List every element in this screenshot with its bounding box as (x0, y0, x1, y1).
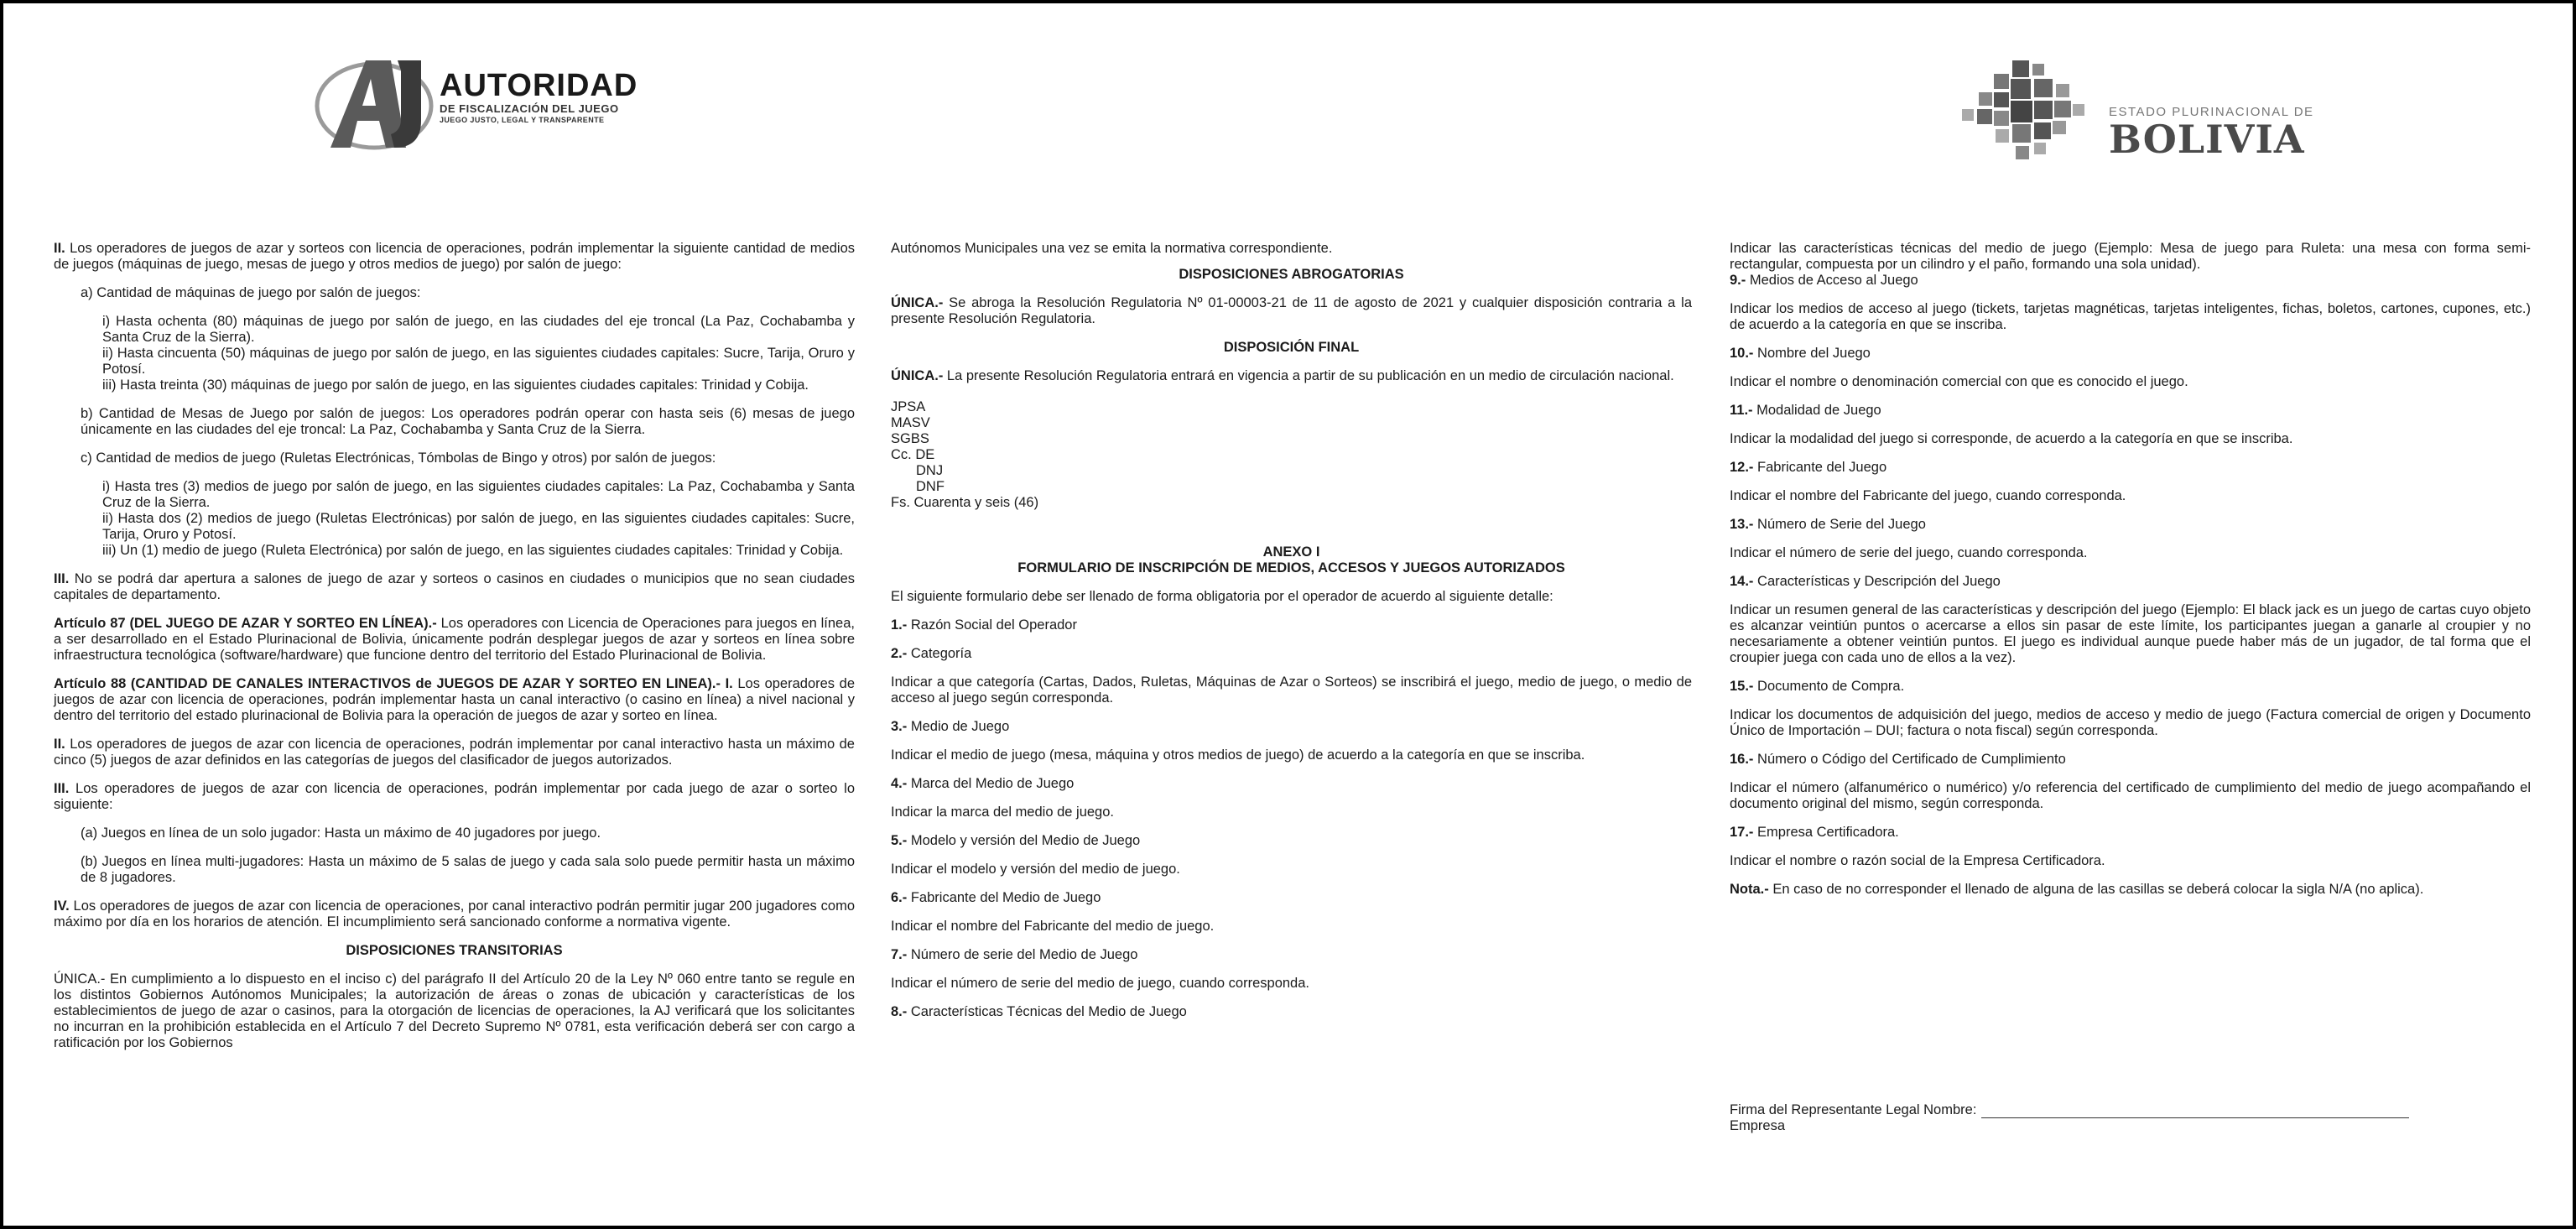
initials-line: DNJ (916, 463, 944, 478)
section-title-abrogatorias: DISPOSICIONES ABROGATORIAS (1179, 267, 1404, 282)
bolivia-logo (1954, 55, 2323, 173)
form-item-number: 6.- (891, 890, 908, 905)
article-88-III (54, 781, 855, 813)
form-item-label: Fabricante del Juego (1753, 460, 1887, 475)
anexo-heading (891, 544, 1692, 576)
form-item-number: 15.- (1730, 679, 1754, 694)
form-item-desc: Indicar los documentos de adquisición del juego, medios de acceso y medio de juego (Factura comercial de origen y Documento Único de Importación – DUI; factura o nota fiscal) según corresponda. (1730, 707, 2531, 738)
article-88-IV (54, 898, 855, 930)
form-item-15 (1730, 679, 2531, 695)
form-item-6 (891, 890, 1692, 906)
item-c-i: i) Hasta tres (3) medios de juego por salón de juego, en las siguientes ciudades capitales: La Paz, Cochabamba y Santa Cruz de la Sierra. (102, 479, 855, 510)
paragraph-text: Los operadores de juegos de azar con licencia de operaciones, por canal interactivo podrán permitir jugar 200 jugadores como máximo por día en los horarios de atención. El incumplimiento será sancionado conforme a normativa vigente. (54, 898, 855, 930)
document-page (3, 3, 2573, 1226)
form-item-label: Número de serie del Medio de Juego (907, 947, 1138, 962)
item-a-ii: ii) Hasta cincuenta (50) máquinas de juego por salón de juego, en las siguientes ciudades capitales: Sucre, Tarija, Oruro y Potosí. (102, 346, 855, 377)
item-a-iii: iii) Hasta treinta (30) máquinas de juego por salón de juego, en las siguientes ciudades capitales: Trinidad y Cobija. (102, 378, 809, 393)
form-item-number: 4.- (891, 776, 908, 791)
form-item-17 (1730, 825, 2531, 841)
form-item-number: 8.- (891, 1004, 908, 1019)
form-item-number: 11.- (1730, 403, 1753, 418)
signature-label: Firma del Representante Legal Nombre: (1730, 1102, 1977, 1117)
form-item-13 (1730, 517, 2531, 533)
nota (1730, 882, 2531, 898)
form-item-label: Modalidad de Juego (1752, 403, 1881, 418)
anexo-subtitle: FORMULARIO DE INSCRIPCIÓN DE MEDIOS, ACCESOS Y JUEGOS AUTORIZADOS (1017, 560, 1565, 575)
item-c-iii: iii) Un (1) medio de juego (Ruleta Electrónica) por salón de juego, en las siguientes ciudades capitales: Trinidad y Cobija. (102, 543, 844, 558)
form-item-desc: Indicar las características técnicas del medio de juego (Ejemplo: Mesa de juego para Ruleta: una mesa con forma semi-rectangular, compuesta por un cilindro y el paño, formando una sola unidad). (1730, 241, 2531, 272)
paragraph-II (54, 241, 855, 273)
form-item-desc: Indicar el número de serie del medio de juego, cuando corresponda. (891, 976, 1309, 991)
article-88-II (54, 737, 855, 768)
paragraph-text: La presente Resolución Regulatoria entrará en vigencia a partir de su publicación en un medio de circulación nacional. (943, 368, 1674, 383)
form-item-label: Razón Social del Operador (907, 617, 1077, 633)
form-item-8 (891, 1004, 1692, 1020)
form-item-number: 5.- (891, 833, 908, 848)
form-item-number: 16.- (1730, 752, 1754, 767)
form-item-label: Categoría (907, 646, 972, 661)
item-c-ii: ii) Hasta dos (2) medios de juego (Ruletas Electrónicas) por salón de juego, en las siguientes ciudades capitales: Sucre, Tarija, Oruro y Potosí. (102, 511, 855, 542)
bolivia-logo-main: BOLIVIA (2109, 117, 2305, 162)
item-b: b) Cantidad de Mesas de Juego por salón de juegos: Los operadores podrán operar con hasta seis (6) mesas de juego únicamente en las ciudades del eje troncal: La Paz, Cochabamba y Santa Cruz de la Sierra. (81, 406, 855, 437)
signature-block (1730, 1102, 2409, 1134)
form-item-label: Fabricante del Medio de Juego (907, 890, 1101, 905)
form-item-number: 14.- (1730, 574, 1754, 589)
form-item-11 (1730, 403, 2531, 419)
paragraph-text: Se abroga la Resolución Regulatoria Nº 01-00003-21 de 11 de agosto de 2021 y cualquier disposición contraria a la presente Resolución Regulatoria. (891, 295, 1692, 326)
item-a: a) Cantidad de máquinas de juego por salón de juegos: (81, 285, 421, 300)
initials-block (891, 399, 1692, 511)
item-a-i: i) Hasta ochenta (80) máquinas de juego por salón de juego, en las ciudades del eje troncal (La Paz, Cochabamba y Santa Cruz de la Sierra). (102, 314, 855, 345)
anexo-title: ANEXO I (1262, 544, 1320, 560)
form-item-number: 3.- (891, 719, 908, 734)
form-item-desc: Indicar el número de serie del juego, cuando corresponda. (1730, 545, 2088, 560)
form-item-desc: Indicar el nombre del Fabricante del medio de juego. (891, 919, 1215, 934)
paragraph-III (54, 571, 855, 603)
form-item-number: 2.- (891, 646, 908, 661)
form-item-10 (1730, 346, 2531, 362)
form-item-desc: Indicar el modelo y versión del medio de juego. (891, 862, 1180, 877)
initials-line: DNF (916, 479, 945, 494)
article-88-item-a: (a) Juegos en línea de un solo jugador: Hasta un máximo de 40 jugadores por juego. (81, 825, 601, 841)
unica-abrogatoria (891, 295, 1692, 327)
form-item-label: Empresa Certificadora. (1753, 825, 1899, 840)
form-item-desc: Indicar los medios de acceso al juego (tickets, tarjetas magnéticas, tarjetas inteligentes, fichas, boletos, cartones, cupones, etc.) de acuerdo a la categoría en que se inscriba. (1730, 301, 2531, 332)
paragraph-lead: III. (54, 781, 70, 796)
form-item-2 (891, 646, 1692, 662)
paragraph-text: Los operadores de juegos de azar con licencia de operaciones, podrán implementar por cada juego de azar o sorteo lo siguiente: (54, 781, 855, 812)
paragraph-lead: ÚNICA.- (891, 295, 944, 310)
paragraph-lead: III. (54, 571, 70, 586)
section-title-transitorias: DISPOSICIONES TRANSITORIAS (346, 943, 563, 958)
unica-final (891, 368, 1692, 384)
paragraph-text: Los operadores de juegos de azar y sorteos con licencia de operaciones, podrán implementar la siguiente cantidad de medios de juegos (máquinas de juego, mesas de juego y otros medios de juego) por salón de juego: (54, 241, 855, 272)
aj-logo (314, 54, 674, 154)
aj-title: AUTORIDAD (440, 68, 638, 103)
form-item-number: 12.- (1730, 460, 1754, 475)
aj-monogram-icon (314, 54, 440, 154)
form-item-number: 10.- (1730, 346, 1754, 361)
form-item-label: Características y Descripción del Juego (1753, 574, 2001, 589)
continuation-text: Autónomos Municipales una vez se emita la normativa correspondiente. (891, 241, 1333, 256)
paragraph-lead: II. (54, 241, 65, 256)
form-item-desc: Indicar la marca del medio de juego. (891, 805, 1114, 820)
form-item-16 (1730, 752, 2531, 768)
article-heading: Artículo 87 (DEL JUEGO DE AZAR Y SORTEO EN LÍNEA).- (54, 616, 437, 631)
bolivia-logo-top: ESTADO PLURINACIONAL DE (2109, 105, 2314, 119)
form-item-desc: Indicar el medio de juego (mesa, máquina y otros medios de juego) de acuerdo a la categoría en que se inscriba. (891, 747, 1585, 763)
nota-text: En caso de no corresponder el llenado de alguna de las casillas se deberá colocar la sigla N/A (no aplica). (1768, 882, 2424, 897)
item-c-sublist (54, 479, 855, 559)
nota-lead: Nota.- (1730, 882, 1769, 897)
form-item-desc: Indicar un resumen general de las características y descripción del juego (Ejemplo: El black jack es un juego de cartas cuyo objeto es alcanzar veintiún puntos o acercarse a ellos sin pasar de este límite, los participantes juegan a ganarle al croupier y no necesariamente a obtener veintiún puntos. El juego es individual aunque puede haber más de un jugador, de tal forma que el croupier juega con cada uno de ellos a la vez). (1730, 602, 2531, 665)
bolivia-emblem-icon (1954, 55, 2100, 173)
section-title-final: DISPOSICIÓN FINAL (1223, 340, 1360, 355)
column-3 (1730, 241, 2531, 910)
article-87 (54, 616, 855, 664)
form-items-col2 (891, 617, 1692, 1020)
form-item-desc: Indicar a que categoría (Cartas, Dados, Ruletas, Máquinas de Azar o Sorteos) se inscribirá el juego, medio de juego, o medio de acceso al juego según corresponda. (891, 674, 1692, 706)
form-item-number: 9.- (1730, 273, 1746, 288)
form-item-4 (891, 776, 1692, 792)
article-text: Los operadores con Licencia de Operaciones para juegos en línea, a ser desarrollado en el Estado Plurinacional de Bolivia, únicamente podrán desplegar juegos de azar y sorteos en línea sobre infraestructura tecnológica (software/hardware) que funcione dentro del territorio del Estado Plurinacional de Bolivia. (54, 616, 855, 663)
form-item-7 (891, 947, 1692, 963)
paragraph-lead: II. (54, 737, 65, 752)
paragraph-lead: ÚNICA.- (891, 368, 944, 383)
aj-slogan: JUEGO JUSTO, LEGAL Y TRANSPARENTE (440, 116, 605, 124)
article-heading: Artículo 88 (CANTIDAD DE CANALES INTERACTIVOS de JUEGOS DE AZAR Y SORTEO EN LINEA).- I. (54, 676, 733, 691)
initials-line: SGBS (891, 431, 929, 446)
item-a-sublist (54, 314, 855, 393)
form-item-desc: Indicar el nombre o denominación comercial con que es conocido el juego. (1730, 374, 2188, 389)
form-item-desc: Indicar el número (alfanumérico o numérico) y/o referencia del certificado de cumplimiento del medio de juego acompañando el documento original del mismo, según corresponda. (1730, 780, 2531, 811)
item-c: c) Cantidad de medios de juego (Ruletas Electrónicas, Tómbolas de Bingo y otros) por salón de juegos: (81, 450, 716, 466)
article-text: Los operadores de juegos de azar con licencia de operaciones, podrán implementar hasta un canal interactivo (o casino en línea) a nivel nacional y dentro del territorio del estado plurinacional de Bolivia para la operación de juegos de azar y sorteo en línea. (54, 676, 855, 723)
anexo-intro: El siguiente formulario debe ser llenado de forma obligatoria por el operador de acuerdo al siguiente detalle: (891, 589, 1553, 604)
column-1 (54, 241, 855, 1064)
aj-subtitle: DE FISCALIZACIÓN DEL JUEGO (440, 102, 619, 115)
form-item-label: Medio de Juego (907, 719, 1010, 734)
form-item-label: Modelo y versión del Medio de Juego (907, 833, 1141, 848)
form-item-label: Número o Código del Certificado de Cumplimiento (1753, 752, 2066, 767)
article-88 (54, 676, 855, 724)
form-item-9 (1730, 273, 2531, 289)
form-item-desc: Indicar el nombre o razón social de la Empresa Certificadora. (1730, 853, 2105, 868)
column-2 (891, 241, 1692, 1033)
form-item-label: Número de Serie del Juego (1753, 517, 1926, 532)
paragraph-lead: IV. (54, 898, 70, 914)
form-item-number: 1.- (891, 617, 908, 633)
paragraph-text: Los operadores de juegos de azar con licencia de operaciones, podrán implementar por canal interactivo hasta un máximo de cinco (5) juegos de azar definidos en las categorías de juegos del clasificador de juegos autorizados. (54, 737, 855, 768)
form-item-1 (891, 617, 1692, 633)
signature-line (1981, 1106, 2409, 1118)
signature-company: Empresa (1730, 1118, 1786, 1133)
form-item-label: Marca del Medio de Juego (907, 776, 1075, 791)
form-item-desc: Indicar el nombre del Fabricante del juego, cuando corresponda. (1730, 488, 2126, 503)
initials-line: MASV (891, 415, 930, 430)
form-item-number: 17.- (1730, 825, 1754, 840)
form-item-label: Documento de Compra. (1753, 679, 1905, 694)
form-item-label: Nombre del Juego (1753, 346, 1871, 361)
article-88-item-b: (b) Juegos en línea multi-jugadores: Hasta un máximo de 5 salas de juego y cada sala solo puede permitir hasta un máximo de 8 jugadores. (81, 854, 855, 885)
form-item-desc: Indicar la modalidad del juego si corresponde, de acuerdo a la categoría en que se inscriba. (1730, 431, 2293, 446)
form-item-number: 7.- (891, 947, 908, 962)
form-item-5 (891, 833, 1692, 849)
form-item-label: Medios de Acceso al Juego (1746, 273, 1918, 288)
unica-transitoria: ÚNICA.- En cumplimiento a lo dispuesto en el inciso c) del parágrafo II del Artículo 20 de la Ley Nº 060 entre tanto se regule en los distintos Gobiernos Autónomos Municipales; la autorización de áreas o zonas de ubicación y características de los establecimientos de juego de azar o casinos, para la otorgación de licencias de operaciones, la AJ verificará que los solicitantes no incurran en la prohibición establecida en el Artículo 7 del Decreto Supremo Nº 0781, esta verificación deberá ser con cargo a ratificación por los Gobiernos (54, 971, 855, 1050)
form-item-number: 13.- (1730, 517, 1754, 532)
initials-line: Cc. DE (891, 447, 935, 462)
form-item-12 (1730, 460, 2531, 476)
folios-line: Fs. Cuarenta y seis (46) (891, 495, 1039, 510)
form-item-3 (891, 719, 1692, 735)
paragraph-text: No se podrá dar apertura a salones de juego de azar y sorteos o casinos en ciudades o municipios que no sean ciudades capitales de departamento. (54, 571, 855, 602)
form-item-14 (1730, 574, 2531, 590)
form-item-label: Características Técnicas del Medio de Juego (907, 1004, 1187, 1019)
initials-line: JPSA (891, 399, 926, 414)
